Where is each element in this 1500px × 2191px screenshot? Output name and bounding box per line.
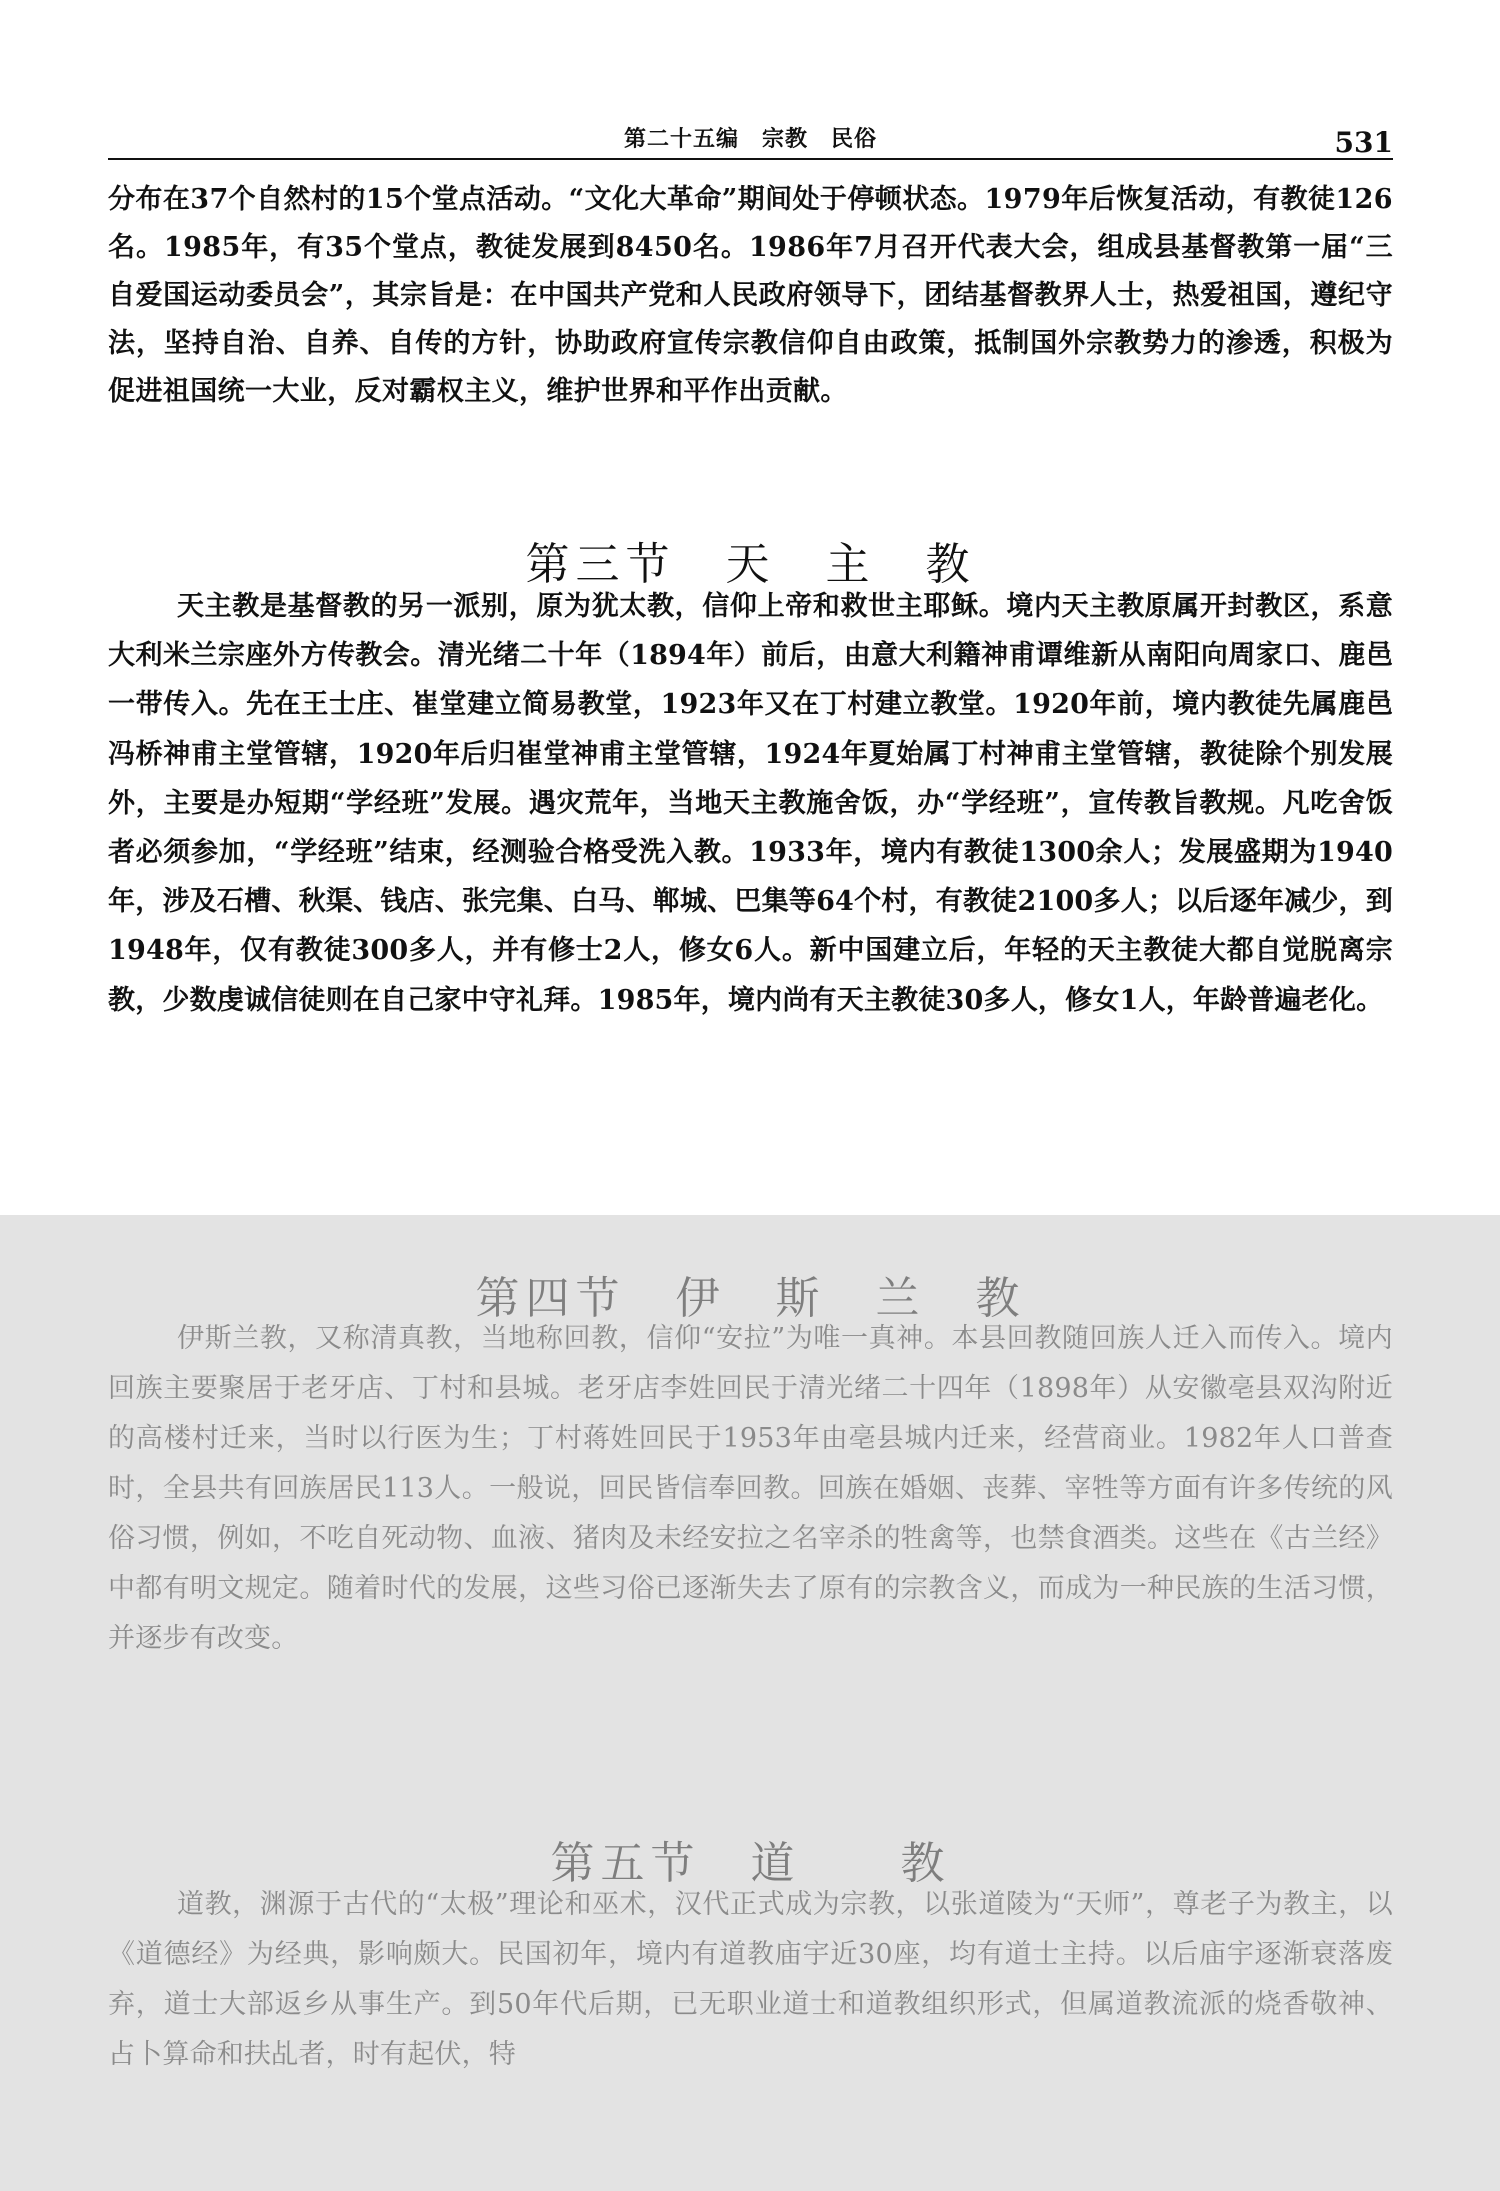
header-title: 第二十五编 宗教 民俗 <box>623 126 877 152</box>
section-title-catholicism: 第三节 天 主 教 <box>525 538 976 590</box>
page-number: 531 <box>1334 126 1393 159</box>
paragraph-intro: 分布在37个自然村的15个堂点活动。“文化大革命”期间处于停顿状态。1979年后恢复活动，有教徒126名。1985年，有35个堂点，教徒发展到8450名。1986年7月召开代表大会，组成县基督教第一届“三自爱国运动委员会”，其宗旨是：在中国共产党和人民政府领导下，团结基督教界人士，热爱祖国，遵纪守法，坚持自治、自养、自传的方针，协助政府宣传宗教信仰自由政策，抵制国外宗教势力的渗透，积极为促进祖国统一大业，反对霸权主义，维护世界和平作出贡献。 <box>108 184 1393 407</box>
section-title-islam: 第四节 伊 斯 兰 教 <box>475 1272 1026 1324</box>
paragraph-catholicism: 天主教是基督教的另一派别，原为犹太教，信仰上帝和救世主耶稣。境内天主教原属开封教区，系意大利米兰宗座外方传教会。清光绪二十年（1894年）前后，由意大利籍神甫谭维新从南阳向周家口、鹿邑一带传入。先在王士庄、崔堂建立简易教堂，1923年又在丁村建立教堂。1920年前，境内教徒先属鹿邑冯桥神甫主堂管辖，1920年后归崔堂神甫主堂管辖，1924年夏始属丁村神甫主堂管辖，教徒除个别发展外，主要是办短期“学经班”发展。遇灾荒年，当地天主教施舍饭，办“学经班”，宣传教旨教规。凡吃舍饭者必须参加，“学经班”结束，经测验合格受洗入教。1933年，境内有教徒1300余人；发展盛期为1940年，涉及石槽、秋渠、钱店、张完集、白马、郸城、巴集等64个村，有教徒2100多人；以后逐年减少，到1948年，仅有教徒300多人，并有修士2人，修女6人。新中国建立后，年轻的天主教徒大都自觉脱离宗教，少数虔诚信徒则在自己家中守礼拜。1985年，境内尚有天主教徒30多人，修女1人，年龄普遍老化。 <box>108 591 1393 1016</box>
paragraph-taoism: 道教，渊源于古代的“太极”理论和巫术，汉代正式成为宗教，以张道陵为“天师”，尊老子为教主，以《道德经》为经典，影响颇大。民国初年，境内有道教庙宇近30座，均有道士主持。以后庙宇逐渐衰落废弃，道士大部返乡从事生产。到50年代后期，已无职业道士和道教组织形式，但属道教流派的烧香敬神、占卜算命和扶乩者，时有起伏，特 <box>108 1889 1393 2070</box>
section-title-taoism: 第五节 道 教 <box>550 1837 951 1889</box>
running-header <box>108 118 1393 160</box>
paragraph-islam: 伊斯兰教，又称清真教，当地称回教，信仰“安拉”为唯一真神。本县回教随回族人迁入而传入。境内回族主要聚居于老牙店、丁村和县城。老牙店李姓回民于清光绪二十四年（1898年）从安徽亳县双沟附近的高楼村迁来，当时以行医为生；丁村蒋姓回民于1953年由亳县城内迁来，经营商业。1982年人口普查时，全县共有回族居民113人。一般说，回民皆信奉回教。回族在婚姻、丧葬、宰牲等方面有许多传统的风俗习惯，例如，不吃自死动物、血液、猪肉及未经安拉之名宰杀的牲禽等，也禁食酒类。这些在《古兰经》中都有明文规定。随着时代的发展，这些习俗已逐渐失去了原有的宗教含义，而成为一种民族的生活习惯，并逐步有改变。 <box>108 1323 1393 1654</box>
